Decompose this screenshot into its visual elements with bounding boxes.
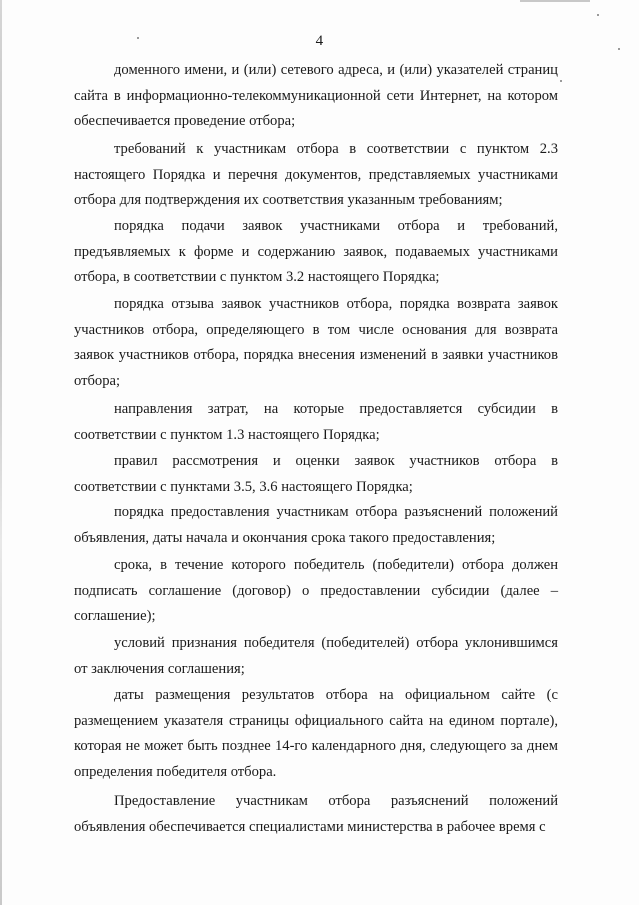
paragraph-6: правил рассмотрения и оценки заявок участников отбора в соответствии с пунктами 3.5, 3.6 настоящего Порядка; [74,453,558,495]
paragraph-3: порядка подачи заявок участниками отбора и требований, предъявляемых к форме и содержанию заявок, подаваемых участниками отбора, в соответствии с пунктом 3.2 настоящего Порядка; [74,218,558,285]
scan-left-edge [0,0,2,905]
scan-top-mark [520,0,590,2]
paragraph-9: условий признания победителя (победителей) отбора уклонившимся от заключения соглашения; [74,635,558,677]
page-number: 4 [315,33,324,49]
paragraph-8: срока, в течение которого победитель (победители) отбора должен подписать соглашение (договор) о предоставлении субсидии (далее – соглашение); [74,557,558,624]
scan-speck [618,48,620,50]
paragraph-4: порядка отзыва заявок участников отбора, порядка возврата заявок участников отбора, определяющего в том числе основания для возврата заявок участников отбора, порядка внесения изменений в заявки участников отбора; [74,296,558,389]
scan-speck [560,80,562,82]
scan-speck [137,37,139,39]
paragraph-5: направления затрат, на которые предоставляется субсидии в соответствии с пунктом 1.3 настоящего Порядка; [74,401,558,443]
paragraph-2: требований к участникам отбора в соответствии с пунктом 2.3 настоящего Порядка и перечня документов, представляемых участниками отбора для подтверждения их соответствия указанным требованиям; [74,141,558,208]
paragraph-11: Предоставление участникам отбора разъяснений положений объявления обеспечивается специалистами министерства в рабочее время с [74,793,558,835]
paragraph-10: даты размещения результатов отбора на официальном сайте (с размещением указателя страницы официального сайта на едином портале), которая не может быть позднее 14-го календарного дня, следующего за днем определения победителя отбора. [74,687,558,780]
scan-speck [597,14,599,16]
paragraph-1: доменного имени, и (или) сетевого адреса, и (или) указателей страниц сайта в информационно-телекоммуникационной сети Интернет, на котором обеспечивается проведение отбора; [74,62,558,129]
paragraph-7: порядка предоставления участникам отбора разъяснений положений объявления, даты начала и окончания срока такого предоставления; [74,504,558,546]
